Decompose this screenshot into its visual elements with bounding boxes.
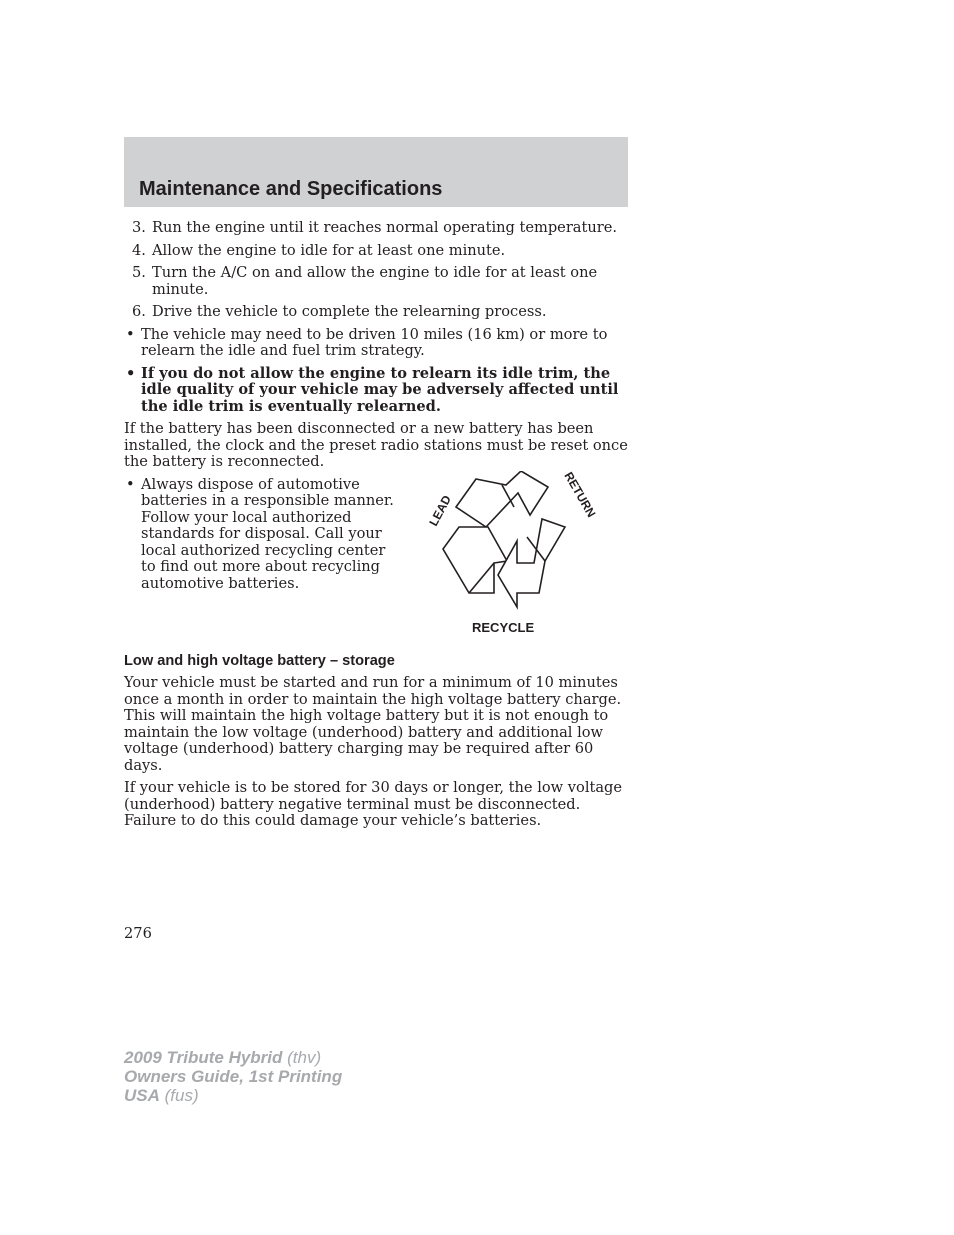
footer-vehicle-code: (thv) <box>287 1048 322 1067</box>
footer-guide: Owners Guide, 1st Printing <box>124 1067 343 1086</box>
bullet-text: Always dispose of automotive batteries in a responsible manner. Follow your local authorized standards for disposal. Call your local authorized recycling center to find out more about recycling automotive batteries. <box>141 475 394 592</box>
list-item <box>124 304 629 321</box>
storage-paragraph: If your vehicle is to be stored for 30 days or longer, the low voltage (underhood) battery negative terminal must be disconnected. Failure to do this could damage your vehicle’s batteries. <box>124 779 623 829</box>
battery-reset-paragraph: If the battery has been disconnected or a new battery has been installed, the clock and the preset radio stations must be reset once the battery is reconnected. <box>124 420 628 470</box>
step-text: Allow the engine to idle for at least one minute. <box>152 241 506 259</box>
step-text: Drive the vehicle to complete the relearning process. <box>152 303 547 320</box>
recycle-figure <box>414 471 614 641</box>
recycle-arrow-right <box>498 519 565 607</box>
step-number: 5. <box>132 264 146 281</box>
warning-bullet-item <box>124 366 629 416</box>
footer-line-2 <box>124 1067 342 1086</box>
step-text: Run the engine until it reaches normal operating temperature. <box>152 219 618 236</box>
list-item <box>124 220 629 237</box>
document-footer <box>124 1048 342 1105</box>
bullet-text: The vehicle may need to be driven 10 miles (16 km) or more to relearn the idle and fuel trim strategy. <box>141 325 608 359</box>
footer-market: USA <box>124 1086 160 1105</box>
step-text: Turn the A/C on and allow the engine to idle for at least one minute. <box>152 264 598 298</box>
section-title: Maintenance and Specifications <box>139 178 443 200</box>
footer-line-1 <box>124 1048 342 1067</box>
bullet-text: If you do not allow the engine to relearn its idle trim, the idle quality of your vehicle may be adversely affected until the idle trim is eventually relearned. <box>141 364 619 415</box>
storage-section-heading: Low and high voltage battery – storage <box>124 652 395 669</box>
bullet-icon: • <box>126 475 135 493</box>
step-number: 4. <box>132 241 146 259</box>
section-header-band <box>124 137 628 207</box>
bullet-icon: • <box>126 325 135 343</box>
dispose-bullet <box>124 477 396 593</box>
storage-paragraph: Your vehicle must be started and run for a minimum of 10 minutes once a month in order to maintain the high voltage battery charge. This will maintain the high voltage battery but it is not enough to maintain the low voltage (underhood) battery and additional low voltage (underhood) battery charging may be required after 60 days. <box>124 674 622 774</box>
dispose-row <box>124 470 629 653</box>
recycle-icon <box>414 471 614 641</box>
page-content <box>124 220 629 836</box>
recycle-arrow-top <box>456 471 548 527</box>
step-number: 6. <box>132 303 146 320</box>
list-item <box>124 265 629 298</box>
footer-market-code: (fus) <box>164 1086 199 1105</box>
lead-label: LEAD <box>426 492 454 528</box>
bullet-icon: • <box>126 364 136 382</box>
step-number: 3. <box>132 219 146 236</box>
recycle-label: RECYCLE <box>472 619 535 635</box>
footer-vehicle: 2009 Tribute Hybrid <box>124 1048 283 1067</box>
footer-line-3 <box>124 1086 342 1105</box>
list-item <box>124 243 629 260</box>
return-label: RETURN <box>561 470 599 520</box>
page-number: 276 <box>124 925 152 942</box>
bullet-item <box>124 327 629 360</box>
recycle-arrow-left <box>443 527 507 593</box>
